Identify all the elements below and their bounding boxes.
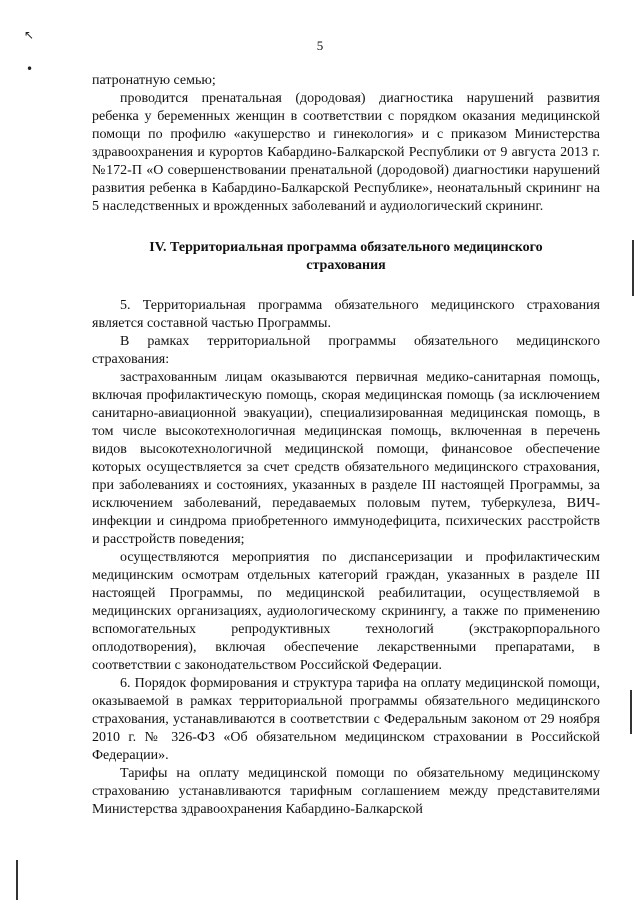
scan-mark-second: •	[26, 62, 34, 76]
page-number: 5	[316, 38, 324, 53]
paragraph-1: патронатную семью;	[92, 73, 216, 88]
document-body	[92, 72, 600, 819]
scan-mark-top: ↖	[24, 28, 35, 42]
scan-edge-line-lower	[630, 690, 632, 734]
paragraph-2: проводится пренатальная (дородовая) диагностика нарушений развития ребенка у беременных женщин в соответствии с порядком оказания медицинской помощи по профилю «акушерство и гинекология» и с приказом Министерства здравоохранения и курортов Кабардино-Балкарской Республики от 9 августа 2013 г. №172-П «О совершенствовании пренатальной (дородовой) диагностики нарушений развития ребенка в Кабардино-Балкарской Республике», неонатальный скрининг на 5 наследственных и врожденных заболеваний и аудиологический скрининг.	[92, 91, 600, 214]
scan-edge-line-bottom-left	[16, 860, 18, 900]
scan-edge-line-upper	[632, 240, 634, 296]
paragraph-7: 6. Порядок формирования и структура тарифа на оплату медицинской помощи, оказываемой в рамках территориальной программы обязательного медицинского страхования, устанавливаются в соответствии с Федеральным законом от 29 ноября 2010 г. № 326-ФЗ «Об обязательном медицинском страховании в Российской Федерации».	[92, 676, 600, 763]
paragraph-6: осуществляются мероприятия по диспансеризации и профилактическим медицинским осмотрам отдельных категорий граждан, указанных в разделе III настоящей Программы, по медицинской реабилитации, осуществляемой в медицинских организациях, аудиологическому скринингу, а также по применению вспомогательных репродуктивных технологий (экстракорпорального оплодотворения), включая обеспечение лекарственными препаратами, в соответствии с законодательством Российской Федерации.	[92, 550, 600, 673]
paragraph-8: Тарифы на оплату медицинской помощи по обязательному медицинскому страхованию устанавливаются тарифным соглашением между представителями Министерства здравоохранения Кабардино-Балкарской	[92, 766, 600, 817]
paragraph-4: В рамках территориальной программы обязательного медицинского страхования:	[92, 334, 600, 367]
paragraph-5: застрахованным лицам оказываются первичная медико-санитарная помощь, включая профилактическую помощь, скорая медицинская помощь (за исключением санитарно-авиационной эвакуации), специализированная медицинская помощь, в том числе высокотехнологичная медицинская помощь, включенная в перечень видов высокотехнологичной медицинской помощи, финансовое обеспечение которых осуществляется за счет средств обязательного медицинского страхования, при заболеваниях и состояниях, указанных в разделе III настоящей Программы, за исключением заболеваний, передаваемых половым путем, туберкулеза, ВИЧ-инфекции и синдрома приобретенного иммунодефицита, психических расстройств и расстройств поведения;	[92, 370, 600, 547]
section-heading: IV. Территориальная программа обязательного медицинского страхования	[149, 240, 543, 273]
paragraph-3: 5. Территориальная программа обязательного медицинского страхования является составной частью Программы.	[92, 298, 600, 331]
